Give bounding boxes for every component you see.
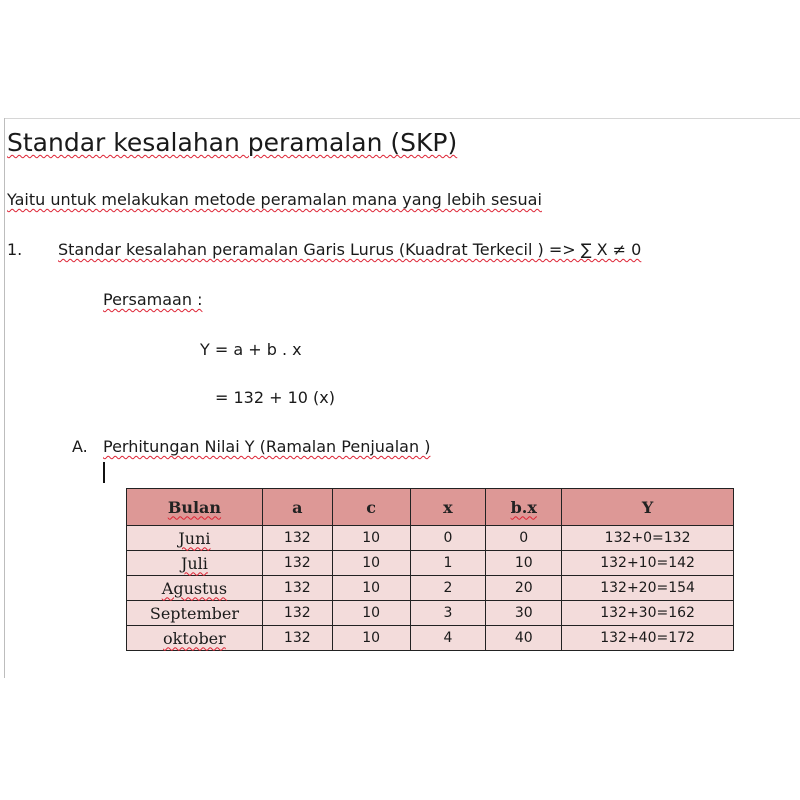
cell-bx: 30 [486,601,562,626]
cell-c: 10 [332,551,410,576]
equation-line-2: = 132 + 10 (x) [215,388,336,407]
cell-bx: 40 [486,626,562,651]
table-row [127,551,734,576]
cell-c: 10 [332,576,410,601]
subsection-title: Perhitungan Nilai Y (Ramalan Penjualan ) [103,437,431,456]
header-x: x [410,489,486,526]
header-a: a [262,489,332,526]
page-top-border [4,118,800,119]
cell-x: 2 [410,576,486,601]
cell-bulan: oktober [127,626,263,651]
cell-a: 132 [262,526,332,551]
list-item-number: 1. [7,240,23,259]
header-c: c [332,489,410,526]
cell-y: 132+10=142 [562,551,734,576]
cell-x: 1 [410,551,486,576]
equation-line-1: Y = a + b . x [200,340,302,359]
cell-bx: 0 [486,526,562,551]
cell-y: 132+40=172 [562,626,734,651]
cell-a: 132 [262,576,332,601]
cell-bulan: Juni [127,526,263,551]
cell-x: 4 [410,626,486,651]
table-row [127,526,734,551]
cell-bx: 10 [486,551,562,576]
table-row [127,601,734,626]
cell-bulan: Juli [127,551,263,576]
header-y: Y [562,489,734,526]
cell-bulan: Agustus [127,576,263,601]
page-left-border [4,118,5,678]
table-row [127,576,734,601]
intro-paragraph: Yaitu untuk melakukan metode peramalan mana yang lebih sesuai [7,190,542,209]
cell-a: 132 [262,551,332,576]
cell-x: 3 [410,601,486,626]
table-header-row [127,489,734,526]
header-bulan: Bulan [127,489,263,526]
cell-y: 132+0=132 [562,526,734,551]
forecast-table [126,488,734,651]
cell-bulan: September [127,601,263,626]
persamaan-label: Persamaan : [103,290,203,309]
cell-c: 10 [332,526,410,551]
header-bx: b.x [486,489,562,526]
subsection-letter: A. [72,437,88,456]
table-row [127,626,734,651]
cell-x: 0 [410,526,486,551]
cell-a: 132 [262,601,332,626]
cell-c: 10 [332,626,410,651]
cell-a: 132 [262,626,332,651]
text-cursor[interactable] [103,462,105,483]
cell-bx: 20 [486,576,562,601]
cell-y: 132+30=162 [562,601,734,626]
cell-c: 10 [332,601,410,626]
cell-y: 132+20=154 [562,576,734,601]
document-title: Standar kesalahan peramalan (SKP) [7,128,458,157]
list-item-text: Standar kesalahan peramalan Garis Lurus (Kuadrat Terkecil ) => ∑ X ≠ 0 [58,240,642,259]
